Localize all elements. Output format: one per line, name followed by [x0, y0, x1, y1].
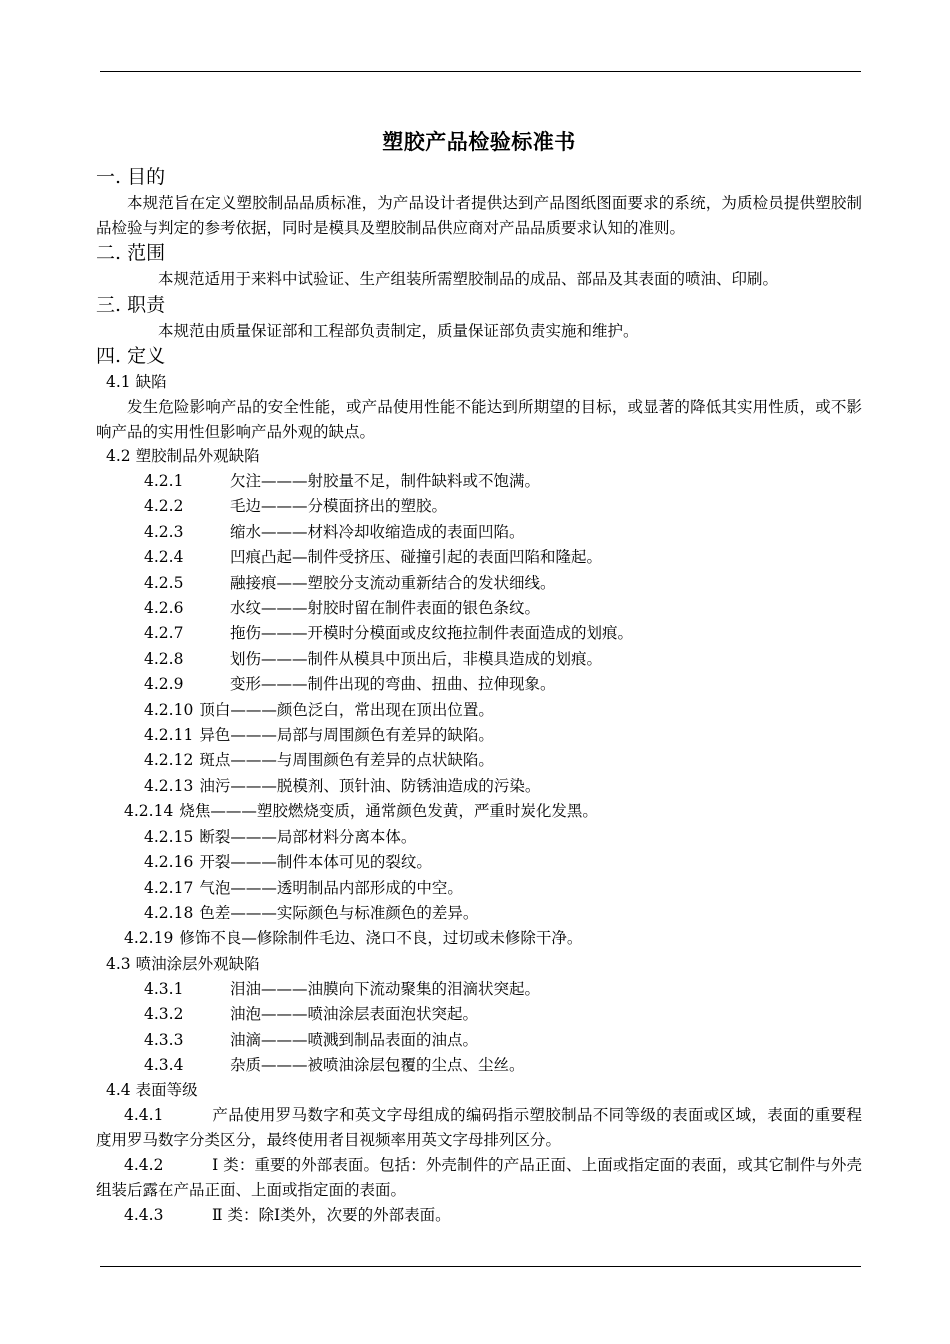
list-item: 4.2.3 缩水———材料冷却收缩造成的表面凹陷。 [144, 522, 525, 541]
list-item: 4.2.12 斑点———与周围颜色有差异的点状缺陷。 [144, 751, 494, 770]
list-item: 4.2.11 异色———局部与周围颜色有差异的缺陷。 [144, 726, 494, 745]
list-item: 4.3.1 泪油———油膜向下流动聚集的泪滴状突起。 [144, 979, 541, 998]
header-rule [100, 71, 861, 72]
footer-rule [100, 1266, 861, 1267]
list-item: 4.3.4 杂质———被喷油涂层包覆的尘点、尘丝。 [144, 1055, 525, 1074]
list-item: 4.3.3 油滴———喷溅到制品表面的油点。 [144, 1030, 479, 1049]
list-item: 4.2.9 变形———制件出现的弯曲、扭曲、拉伸现象。 [144, 675, 556, 694]
heading-definition: 四. 定义 [96, 345, 166, 367]
list-item: 4.2.18 色差———实际颜色与标准颜色的差异。 [144, 903, 479, 922]
heading-scope: 二. 范围 [96, 242, 166, 264]
paragraph-duty: 本规范由质量保证部和工程部负责制定，质量保证部负责实施和维护。 [158, 321, 639, 340]
list-item: 4.2.5 融接痕——塑胶分支流动重新结合的发状细线。 [144, 573, 556, 592]
surface-grade-list [96, 1103, 862, 1228]
list-item: 4.2.17 气泡———透明制品内部形成的中空。 [144, 878, 463, 897]
coating-defect-list [96, 977, 862, 1079]
paragraph-defect: 发生危险影响产品的安全性能，或产品使用性能不能达到所期望的目标，或显著的降低其实用性质，或不影响产品的实用性但影响产品外观的缺点。 [96, 398, 862, 441]
heading-duty: 三. 职责 [96, 293, 166, 316]
subheading-defect: 4.1 缺陷 [106, 373, 167, 391]
list-item: 4.2.6 水纹———射胶时留在制件表面的银色条纹。 [144, 599, 541, 618]
plastic-defect-list [96, 469, 862, 952]
list-item: 4.4.3 Ⅱ 类：除Ⅰ类外，次要的外部表面。 [124, 1206, 451, 1225]
list-item: 4.2.16 开裂———制件本体可见的裂纹。 [144, 853, 432, 872]
subheading-plastic-defects: 4.2 塑胶制品外观缺陷 [106, 447, 260, 465]
list-item: 4.2.13 油污———脱模剂、顶针油、防锈油造成的污染。 [144, 776, 541, 795]
list-item: 4.2.10 顶白———颜色泛白，常出现在顶出位置。 [144, 700, 494, 719]
subheading-surface-grade: 4.4 表面等级 [106, 1081, 198, 1100]
heading-purpose: 一. 目的 [96, 166, 166, 188]
subheading-coating-defects: 4.3 喷油涂层外观缺陷 [106, 954, 260, 973]
paragraph-scope: 本规范适用于来料中试验证、生产组装所需塑胶制品的成品、部品及其表面的喷油、印刷。 [158, 270, 779, 288]
list-item: 4.4.1 产品使用罗马数字和英文字母组成的编码指示塑胶制品不同等级的表面或区域，表面的重要程度用罗马数字分类区分，最终使用者目视频率用英文字母排列区分。 [96, 1106, 862, 1150]
list-item: 4.2.7 拖伤———开模时分模面或皮纹拖拉制件表面造成的划痕。 [144, 624, 634, 643]
list-item: 4.2.8 划伤———制件从模具中顶出后，非模具造成的划痕。 [144, 649, 603, 668]
document-body [96, 120, 862, 1228]
list-item: 4.2.1 欠注———射胶量不足，制件缺料或不饱满。 [144, 472, 541, 490]
list-item: 4.2.4 凹痕凸起—制件受挤压、碰撞引起的表面凹陷和隆起。 [144, 548, 603, 567]
paragraph-purpose: 本规范旨在定义塑胶制品品质标准，为产品设计者提供达到产品图纸图面要求的系统，为质检员提供塑胶制品检验与判定的参考依据，同时是模具及塑胶制品供应商对产品品质要求认知的准则。 [96, 194, 862, 237]
list-item: 4.2.14 烧焦———塑胶燃烧变质，通常颜色发黄，严重时炭化发黑。 [124, 802, 598, 821]
list-item: 4.3.2 油泡———喷油涂层表面泡状突起。 [144, 1005, 479, 1024]
list-item: 4.2.15 断裂———局部材料分离本体。 [144, 827, 417, 846]
list-item: 4.2.19 修饰不良—修除制件毛边、浇口不良，过切或未修除干净。 [124, 929, 583, 948]
list-item: 4.4.2 Ⅰ 类：重要的外部表面。包括：外壳制件的产品正面、上面或指定面的表面，或其它制件与外壳组装后露在产品正面、上面或指定面的表面。 [96, 1156, 862, 1200]
document-title: 塑胶产品检验标准书 [382, 129, 576, 154]
list-item: 4.2.2 毛边———分模面挤出的塑胶。 [144, 497, 448, 516]
